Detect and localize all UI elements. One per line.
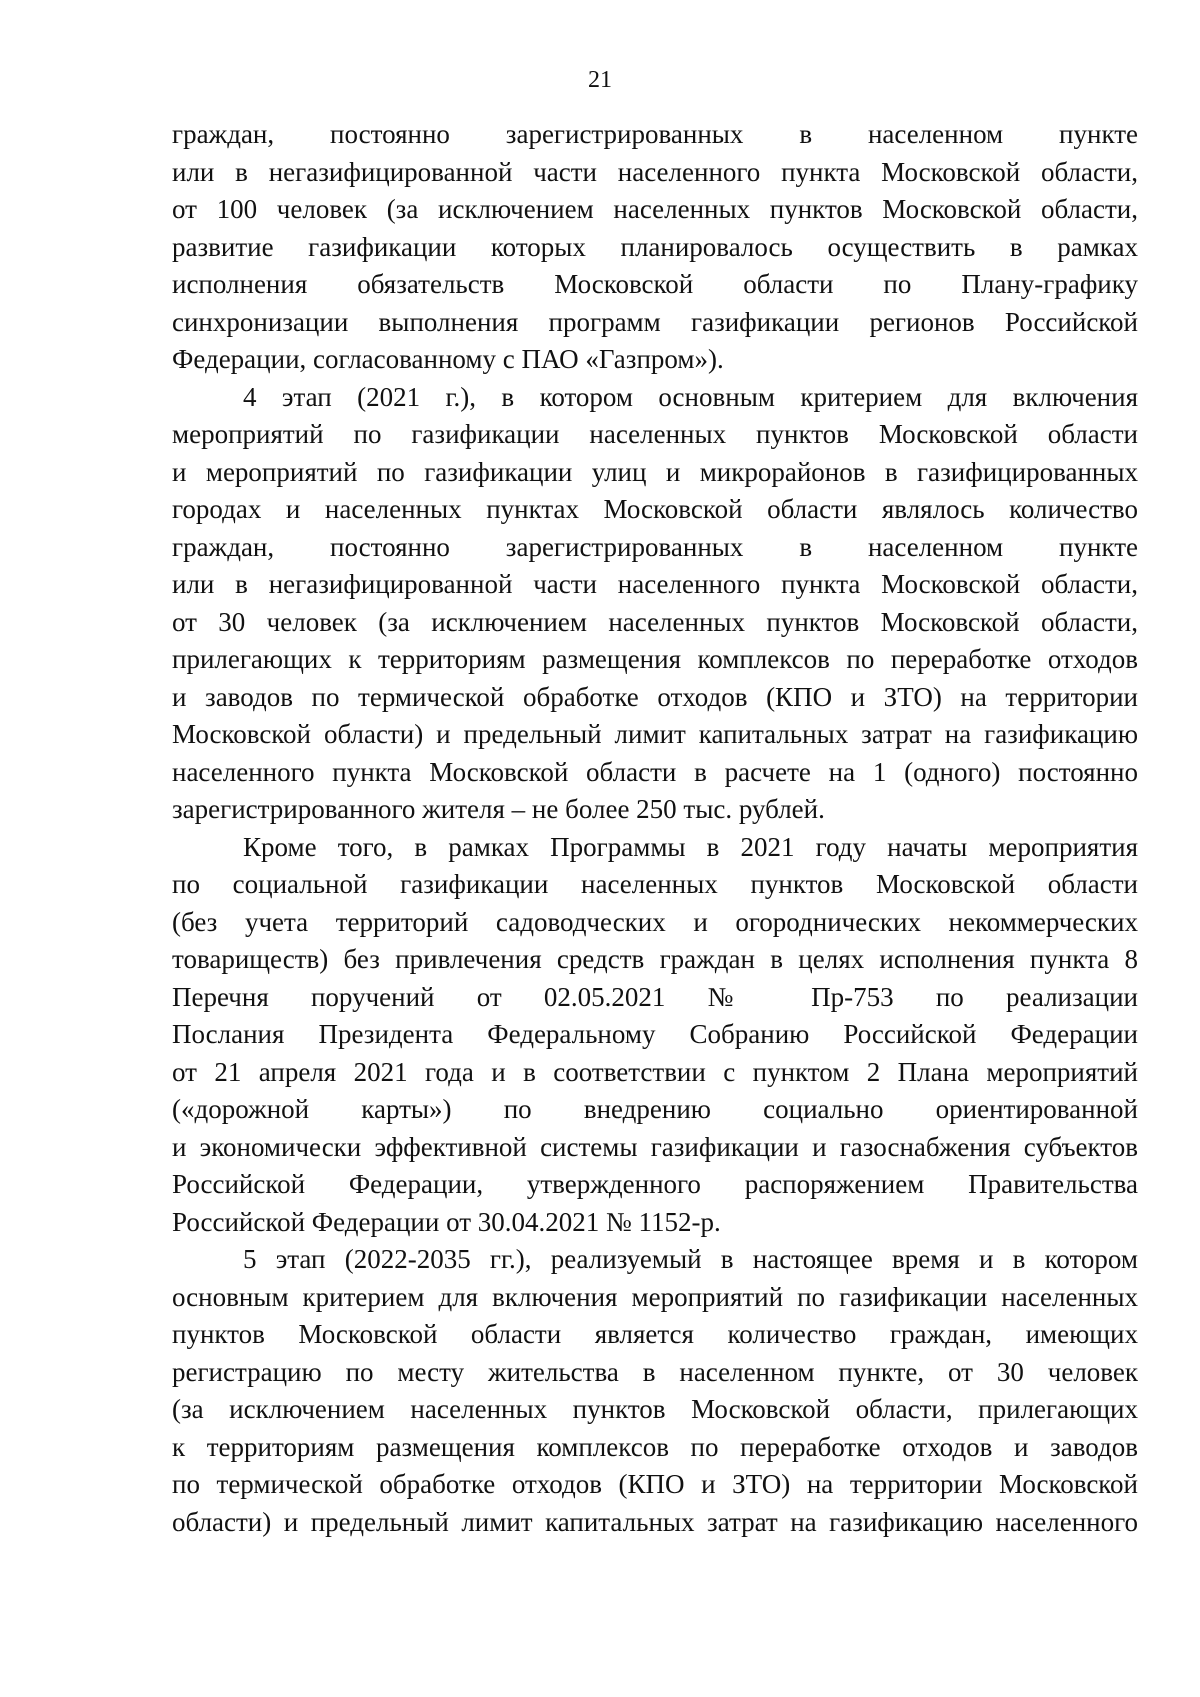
- text-line: к территориям размещения комплексов по переработке отходов и заводов: [172, 1431, 1138, 1462]
- text-line: Московской области) и предельный лимит капитальных затрат на газификацию: [172, 719, 1138, 749]
- text-line: от 100 человек (за исключением населенных пунктов Московской области,: [172, 194, 1138, 224]
- text-line: мероприятий по газификации населенных пунктов Московской области: [172, 419, 1138, 449]
- text-line: и мероприятий по газификации улиц и микрорайонов в газифицированных: [172, 456, 1138, 487]
- text-line: зарегистрированного жителя – не более 250 тыс. рублей.: [172, 794, 825, 824]
- text-line: или в негазифицированной части населенного пункта Московской области,: [172, 569, 1138, 599]
- text-line: (за исключением населенных пунктов Московской области, прилегающих: [172, 1394, 1138, 1424]
- text-line: прилегающих к территориям размещения комплексов по переработке отходов: [172, 644, 1138, 674]
- text-line: Российской Федерации, утвержденного распоряжением Правительства: [172, 1169, 1138, 1199]
- text-line: и заводов по термической обработке отходов (КПО и ЗТО) на территории: [172, 681, 1138, 712]
- text-line: товариществ) без привлечения средств граждан в целях исполнения пункта 8: [172, 944, 1138, 974]
- document-body: [172, 116, 1138, 1541]
- page-number: 21: [588, 67, 612, 93]
- text-line: Федерации, согласованному с ПАО «Газпром»).: [172, 344, 724, 374]
- text-line: граждан, постоянно зарегистрированных в населенном пункте: [172, 531, 1138, 562]
- text-line: области) и предельный лимит капитальных затрат на газификацию населенного: [172, 1506, 1138, 1537]
- paragraph: [172, 1241, 1138, 1541]
- text-line: пунктов Московской области является количество граждан, имеющих: [172, 1319, 1138, 1349]
- text-line: и экономически эффективной системы газификации и газоснабжения субъектов: [172, 1131, 1138, 1162]
- text-line: синхронизации выполнения программ газификации регионов Российской: [172, 306, 1138, 337]
- text-line: Перечня поручений от 02.05.2021 № Пр-753 по реализации: [172, 981, 1138, 1012]
- text-line: граждан, постоянно зарегистрированных в населенном пункте: [172, 119, 1138, 149]
- text-line: от 21 апреля 2021 года и в соответствии с пунктом 2 Плана мероприятий: [172, 1056, 1138, 1087]
- text-line: по термической обработке отходов (КПО и ЗТО) на территории Московской: [172, 1469, 1138, 1499]
- text-line: или в негазифицированной части населенного пункта Московской области,: [172, 156, 1138, 187]
- text-line: основным критерием для включения мероприятий по газификации населенных: [172, 1281, 1138, 1312]
- paragraph: [172, 379, 1138, 829]
- text-line: по социальной газификации населенных пунктов Московской области: [172, 869, 1138, 899]
- text-line: исполнения обязательств Московской области по Плану-графику: [172, 269, 1138, 299]
- text-line: Послания Президента Федеральному Собранию Российской Федерации: [172, 1019, 1138, 1049]
- text-line: Российской Федерации от 30.04.2021 № 1152-р.: [172, 1206, 721, 1237]
- text-line: 5 этап (2022-2035 гг.), реализуемый в настоящее время и в котором: [243, 1244, 1138, 1274]
- text-line: (без учета территорий садоводческих и огороднических некоммерческих: [172, 906, 1138, 937]
- text-line: Кроме того, в рамках Программы в 2021 году начаты мероприятия: [243, 831, 1138, 862]
- text-line: населенного пункта Московской области в расчете на 1 (одного) постоянно: [172, 756, 1138, 787]
- text-line: регистрацию по месту жительства в населенном пункте, от 30 человек: [172, 1356, 1138, 1387]
- text-line: 4 этап (2021 г.), в котором основным критерием для включения: [243, 381, 1138, 412]
- paragraph: [172, 116, 1138, 379]
- paragraph: [172, 829, 1138, 1242]
- text-line: от 30 человек (за исключением населенных пунктов Московской области,: [172, 606, 1138, 637]
- text-line: («дорожной карты») по внедрению социально ориентированной: [172, 1094, 1138, 1124]
- text-line: развитие газификации которых планировалось осуществить в рамках: [172, 231, 1138, 262]
- text-line: городах и населенных пунктах Московской области являлось количество: [172, 494, 1138, 524]
